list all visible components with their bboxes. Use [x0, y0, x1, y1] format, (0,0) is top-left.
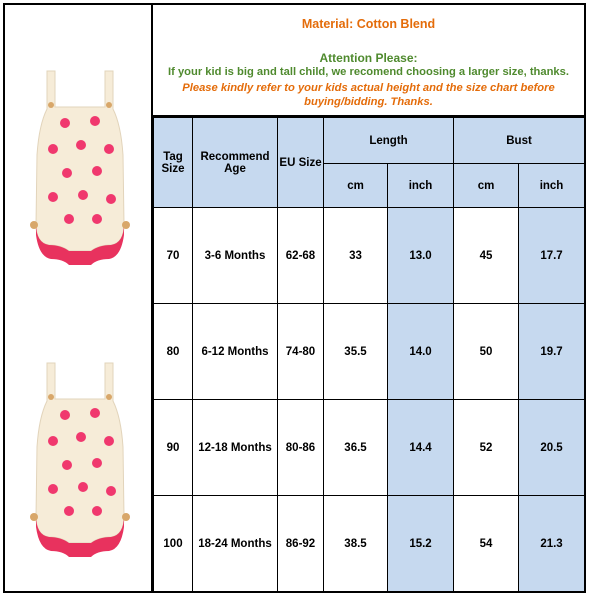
- cell-tag: 80: [154, 304, 193, 400]
- cell-eu: 62-68: [278, 208, 324, 304]
- cell-length-inch: 15.2: [388, 496, 454, 592]
- cell-age: 6-12 Months: [193, 304, 278, 400]
- table-row: [154, 400, 585, 496]
- header-length-cm: cm: [324, 164, 388, 208]
- header-length-inch: inch: [388, 164, 454, 208]
- size-chart-frame: [3, 3, 586, 593]
- cell-age: 18-24 Months: [193, 496, 278, 592]
- table-row: [154, 496, 585, 592]
- attention-text: If your kid is big and tall child, we recomend choosing a larger size, thanks.: [168, 66, 569, 78]
- cell-bust-cm: 52: [454, 400, 519, 496]
- header-bust-inch: inch: [519, 164, 585, 208]
- romper-image-top: [25, 65, 135, 265]
- cell-bust-inch: 17.7: [519, 208, 585, 304]
- product-image-column: [5, 5, 153, 591]
- size-info-column: [153, 5, 584, 591]
- cell-tag: 100: [154, 496, 193, 592]
- cell-eu: 74-80: [278, 304, 324, 400]
- cell-length-cm: 33: [324, 208, 388, 304]
- cell-tag: 90: [154, 400, 193, 496]
- cell-length-inch: 14.0: [388, 304, 454, 400]
- size-table: [153, 117, 585, 592]
- cell-eu: 80-86: [278, 400, 324, 496]
- header-bust: Bust: [454, 118, 585, 164]
- cell-age: 3-6 Months: [193, 208, 278, 304]
- notes-panel: [153, 5, 584, 117]
- header-bust-cm: cm: [454, 164, 519, 208]
- romper-drawing: [30, 71, 130, 265]
- header-length: Length: [324, 118, 454, 164]
- table-row: [154, 208, 585, 304]
- cell-bust-cm: 45: [454, 208, 519, 304]
- cell-eu: 86-92: [278, 496, 324, 592]
- cell-bust-cm: 50: [454, 304, 519, 400]
- cell-bust-inch: 19.7: [519, 304, 585, 400]
- romper-image-bottom: [25, 357, 135, 557]
- romper-drawing: [30, 363, 130, 557]
- attention-title: Attention Please:: [319, 51, 418, 65]
- cell-length-inch: 13.0: [388, 208, 454, 304]
- cell-length-inch: 14.4: [388, 400, 454, 496]
- refer-size-note: Please kindly refer to your kids actual height and the size chart before buying/bidding. Thanks.: [182, 82, 555, 108]
- cell-length-cm: 35.5: [324, 304, 388, 400]
- header-recommend-age: Recommend Age: [193, 118, 278, 208]
- material-text: Material: Cotton Blend: [301, 17, 436, 31]
- cell-tag: 70: [154, 208, 193, 304]
- header-tag-size: Tag Size: [154, 118, 193, 208]
- cell-bust-inch: 21.3: [519, 496, 585, 592]
- cell-length-cm: 36.5: [324, 400, 388, 496]
- cell-length-cm: 38.5: [324, 496, 388, 592]
- header-eu-size: EU Size: [278, 118, 324, 208]
- cell-bust-cm: 54: [454, 496, 519, 592]
- cell-age: 12-18 Months: [193, 400, 278, 496]
- table-row: [154, 304, 585, 400]
- cell-bust-inch: 20.5: [519, 400, 585, 496]
